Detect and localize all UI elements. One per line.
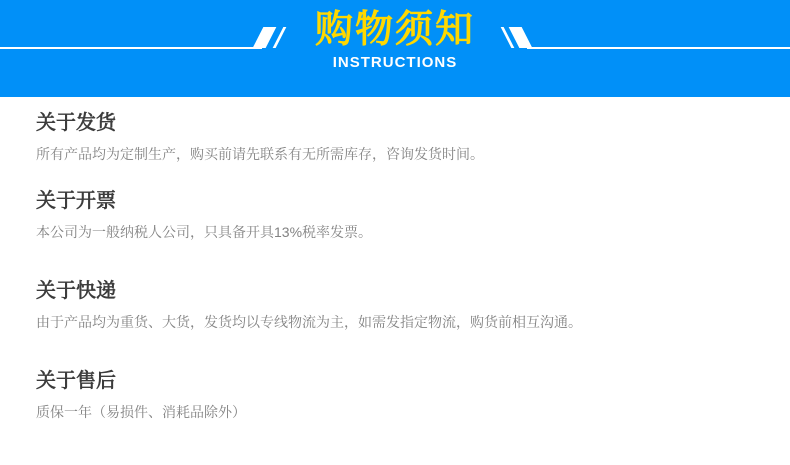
section-heading: 关于发货	[36, 112, 116, 134]
banner-left-line	[0, 47, 262, 49]
section-body-text: 所有产品均为定制生产，购买前请先联系有无所需库存，咨询发货时间。	[36, 146, 484, 162]
section-heading: 关于开票	[36, 190, 116, 212]
section-heading: 关于快递	[36, 280, 116, 302]
section-invoice	[36, 189, 760, 241]
section-body-text: 本公司为一般纳税人公司，只具备开具13%税率发票。	[36, 224, 373, 240]
section-body-text: 质保一年（易损件、消耗品除外）	[36, 404, 246, 420]
section-heading: 关于售后	[36, 370, 116, 392]
section-delivery	[36, 279, 760, 331]
section-aftersales	[36, 369, 760, 421]
instructions-banner	[0, 0, 790, 97]
banner-subtitle: INSTRUCTIONS	[332, 54, 458, 71]
banner-right-line	[527, 47, 790, 49]
banner-title: 购物须知	[314, 9, 475, 51]
section-body-text: 由于产品均为重货、大货，发货均以专线物流为主，如需发指定物流，购货前相互沟通。	[36, 314, 582, 330]
section-shipping	[36, 111, 760, 163]
